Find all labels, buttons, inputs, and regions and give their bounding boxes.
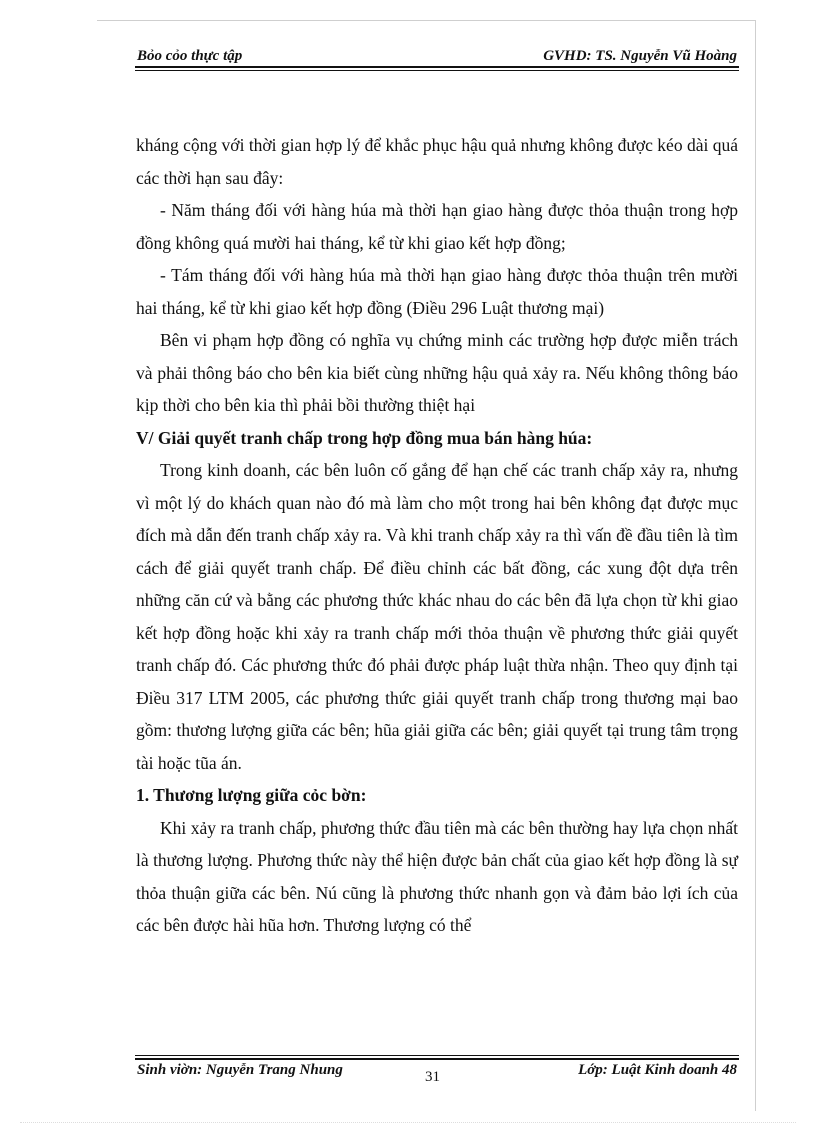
page-footer <box>135 1059 739 1089</box>
document-body <box>136 129 738 942</box>
paragraph-negotiation: Khi xảy ra tranh chấp, phương thức đầu tiên mà các bên thường hay lựa chọn nhất là thương lượng. Phương thức này thể hiện được bản chất của giao kết hợp đồng là sự thỏa thuận giữa các bên. Nú cũng là phương thức nhanh gọn và đảm bảo lợi ích của các bên được hài hũa hơn. Thương lượng có thể <box>136 817 738 935</box>
paragraph-dispute-intro: Trong kinh doanh, các bên luôn cố gắng để hạn chế các tranh chấp xảy ra, nhưng vì một lý do khách quan nào đó mà làm cho một trong hai bên không đạt được mục đích mà dẫn đến tranh chấp xảy ra. Và khi tranh chấp xảy ra thì vấn đề đầu tiên là tìm cách để giải quyết tranh chấp. Để điều chỉnh các bất đồng, các xung đột dựa trên những căn cứ và bằng các phương thức khác nhau do các bên đã lựa chọn từ khi giao kết hợp đồng hoặc khi xảy ra tranh chấp mới thỏa thuận về phương thức giải quyết tranh chấp đó. Các phương thức đó phải được pháp luật thừa nhận. Theo quy định tại Điều 317 LTM 2005, các phương thức giải quyết tranh chấp trong thương mại bao gồm: thương lượng giữa các bên; hũa giải giữa các bên; giải quyết tại trung tâm trọng tài hoặc tũa án. <box>136 460 738 773</box>
footer-class: Lớp: Luật Kinh doanh 48 <box>578 1062 737 1078</box>
section-heading-dispute-resolution: V/ Giải quyết tranh chấp trong hợp đồng mua bán hàng húa: <box>136 427 593 448</box>
page-header <box>135 46 739 68</box>
paragraph-bullet-1: - Năm tháng đối với hàng húa mà thời hạn giao hàng được thỏa thuận trong hợp đồng không quá mười hai tháng, kể từ khi giao kết hợp đồng; <box>136 200 738 253</box>
paragraph-breach-duty: Bên vi phạm hợp đồng có nghĩa vụ chứng minh các trường hợp được miễn trách và phải thông báo cho bên kia biết cùng những hậu quả xảy ra. Nếu không thông báo kịp thời cho bên kia thì phải bồi thường thiệt hại <box>136 330 738 415</box>
subsection-heading-negotiation: 1. Thương lượng giữa cỏc bờn: <box>136 785 367 805</box>
footer-rule-thin <box>135 1055 739 1056</box>
header-rule-thin <box>135 70 739 71</box>
header-report-title: Bỏo cỏo thực tập <box>137 48 243 64</box>
paragraph-continuation: kháng cộng với thời gian hợp lý để khắc phục hậu quả nhưng không được kéo dài quá các thời hạn sau đây: <box>136 135 738 188</box>
header-rule <box>135 66 739 68</box>
page-number: 31 <box>425 1069 440 1085</box>
paragraph-bullet-2: - Tám tháng đối với hàng húa mà thời hạn giao hàng được thỏa thuận trên mười hai tháng, kể từ khi giao kết hợp đồng (Điều 296 Luật thương mại) <box>136 265 738 318</box>
header-supervisor: GVHD: TS. Nguyễn Vũ Hoàng <box>543 48 737 64</box>
footer-student: Sinh viờn: Nguyễn Trang Nhung <box>137 1062 343 1078</box>
